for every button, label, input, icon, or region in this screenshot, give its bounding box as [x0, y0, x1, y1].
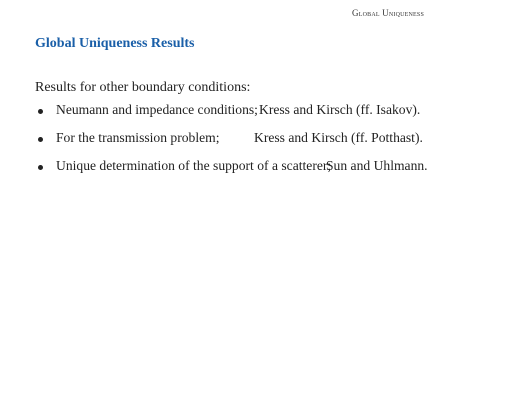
bullet-text: Neumann and impedance conditions;	[56, 102, 258, 117]
intro-text: Results for other boundary conditions:	[35, 80, 251, 95]
bullet-text: For the transmission problem;	[56, 130, 220, 145]
slide-title: Global Uniqueness Results	[35, 36, 195, 51]
bullet-reference: Kress and Kirsch (ff. Potthast).	[254, 130, 423, 145]
bullet-dot-icon	[38, 137, 43, 142]
bullet-reference: Kress and Kirsch (ff. Isakov).	[259, 102, 421, 117]
bullet-reference: Sun and Uhlmann.	[326, 158, 428, 173]
running-header-title: Global Uniqueness	[352, 8, 424, 18]
bullet-text: Unique determination of the support of a scatterer;	[56, 158, 332, 173]
bullet-dot-icon	[38, 165, 43, 170]
bullet-dot-icon	[38, 109, 43, 114]
